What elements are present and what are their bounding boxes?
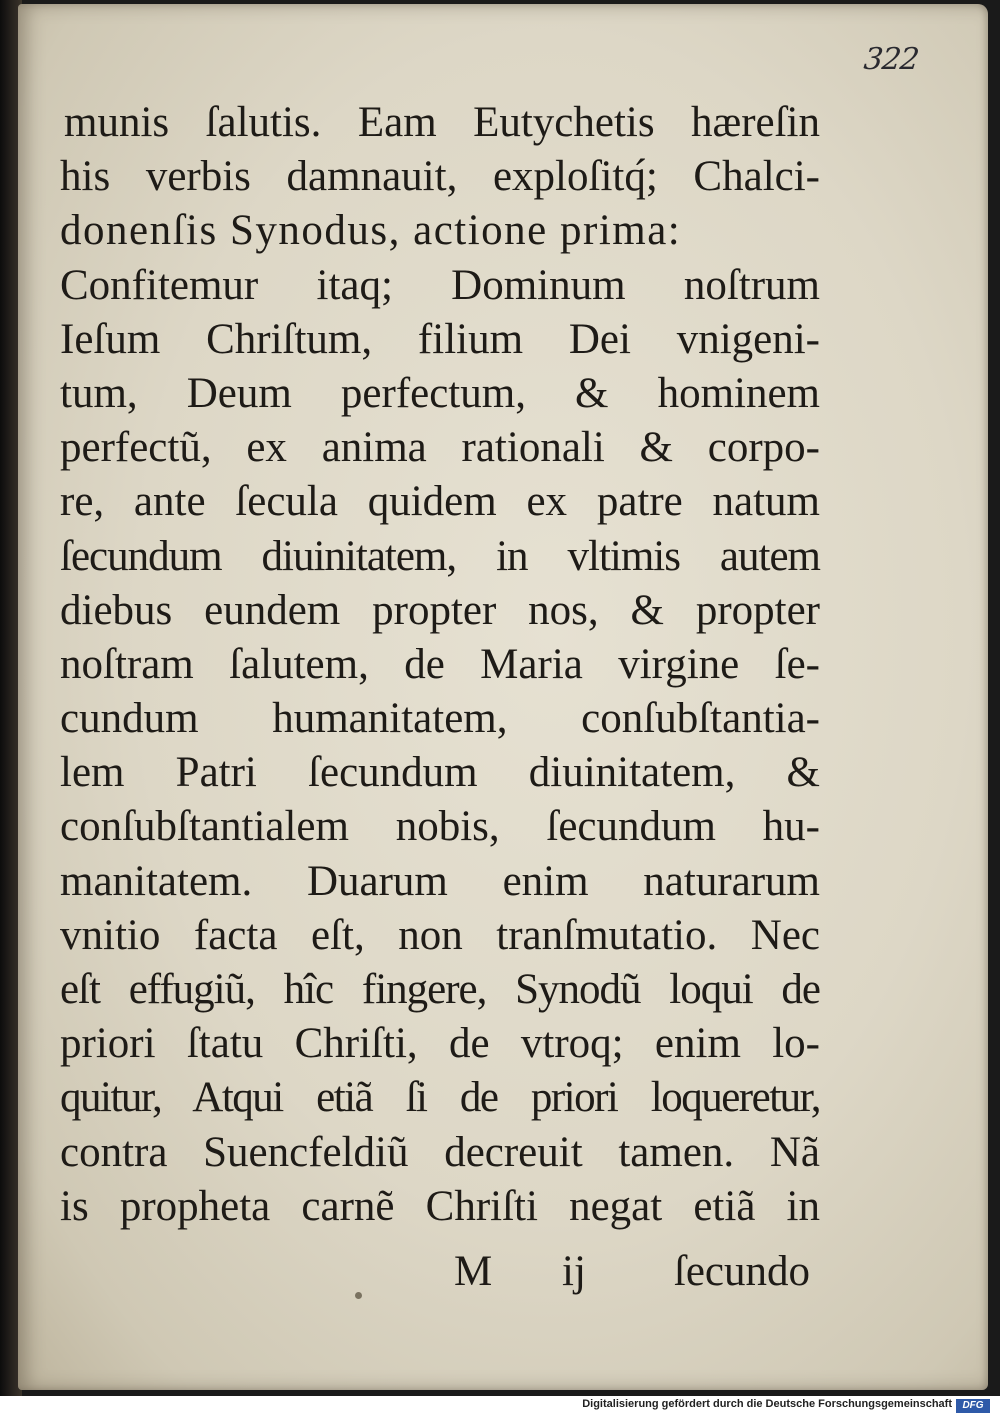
handwritten-page-number: 322 xyxy=(861,42,920,77)
body-text xyxy=(60,96,820,1234)
book-page xyxy=(18,4,988,1390)
signature-number: ij xyxy=(562,1248,586,1295)
text-line: manitatem. Duarum enim naturarum xyxy=(60,857,820,905)
text-line: donenſis Synodus, actione prima: xyxy=(60,207,682,255)
text-line: diebus eundem propter nos, & propter xyxy=(60,586,820,634)
text-line: cundum humanitatem, conſubſtantia- xyxy=(60,695,820,743)
text-line: priori ſtatu Chriſti, de vtroq; enim lo- xyxy=(60,1020,820,1068)
text-line: re, ante ſecula quidem ex patre natum xyxy=(60,478,820,526)
text-line: noſtram ſalutem, de Maria virgine ſe- xyxy=(60,640,820,688)
text-line: vnitio facta eſt, non tranſmutatio. Nec xyxy=(60,911,820,959)
text-line: his verbis damnauit, exploſitq́; Chalci- xyxy=(60,153,820,201)
text-line: perfectũ, ex anima rationali & corpo- xyxy=(60,424,820,472)
digitization-footer xyxy=(0,1396,1000,1416)
text-line: conſubſtantialem nobis, ſecundum hu- xyxy=(60,803,820,851)
signature-line xyxy=(60,1247,820,1303)
text-line: lem Patri ſecundum diuinitatem, & xyxy=(60,749,820,797)
text-line: munis ſalutis. Eam Eutychetis hæreſin xyxy=(64,99,820,146)
text-line: contra Suencfeldiũ decreuit tamen. Nã xyxy=(60,1128,820,1176)
funding-credit: Digitalisierung gefördert durch die Deutsche Forschungsgemeinschaft xyxy=(582,1398,952,1410)
text-line: eſt effugiũ, hîc fingere, Synodũ loqui de xyxy=(60,966,820,1013)
dfg-logo: DFG xyxy=(956,1399,990,1413)
text-line: Ieſum Chriſtum, filium Dei vnigeni- xyxy=(60,315,820,363)
text-line: tum, Deum perfectum, & hominem xyxy=(60,369,820,417)
text-line: Confitemur itaq; Dominum noſtrum xyxy=(60,261,820,309)
catchword: ſecundo xyxy=(673,1248,810,1295)
text-line: quitur, Atqui etiã ſi de priori loqueretur, xyxy=(60,1074,820,1122)
text-line: ſecundum diuinitatem, in vltimis autem xyxy=(60,532,820,580)
signature-mark: M xyxy=(454,1248,493,1295)
text-line: is propheta carnẽ Chriſti negat etiã in xyxy=(60,1182,820,1230)
